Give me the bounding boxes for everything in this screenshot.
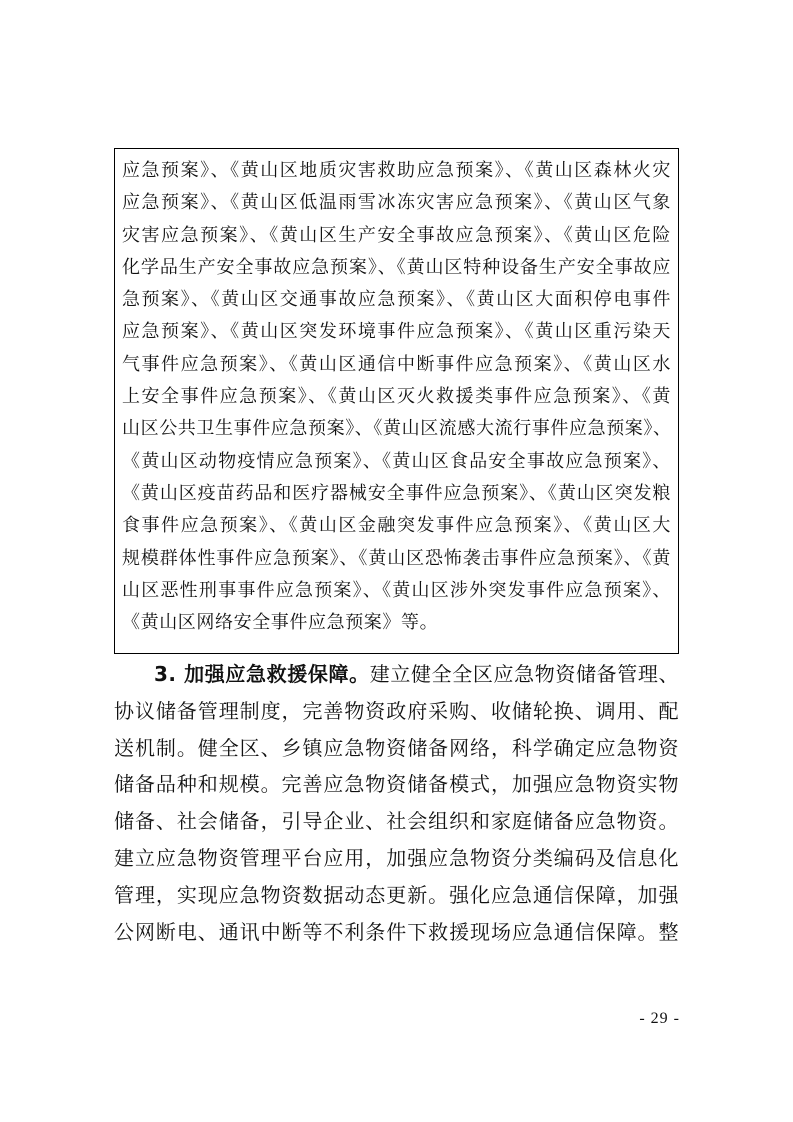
paragraph-line: 送机制。健全区、乡镇应急物资储备网络，科学确定应急物资 bbox=[114, 735, 679, 760]
boxed-line: 上安全事件应急预案》、《黄山区灭火救援类事件应急预案》、《黄 bbox=[122, 386, 671, 408]
paragraph-line: 管理，实现应急物资数据动态更新。强化应急通信保障，加强 bbox=[114, 882, 679, 907]
boxed-line: 山区公共卫生事件应急预案》、《黄山区流感大流行事件应急预案》、 bbox=[122, 418, 672, 440]
boxed-plan-list bbox=[114, 155, 679, 639]
boxed-line: 《黄山区疫苗药品和医疗器械安全事件应急预案》、《黄山区突发粮 bbox=[122, 482, 671, 504]
boxed-line: 山区恶性刑事事件应急预案》、《黄山区涉外突发事件应急预案》、 bbox=[122, 579, 671, 601]
paragraph-line: 储备品种和规模。完善应急物资储备模式，加强应急物资实物 bbox=[114, 772, 679, 797]
paragraph-text: 建立健全全区应急物资储备管理、 bbox=[369, 662, 679, 686]
boxed-line: 急预案》、《黄山区交通事故应急预案》、《黄山区大面积停电事件 bbox=[122, 289, 671, 311]
boxed-line: 气事件应急预案》、《黄山区通信中断事件应急预案》、《黄山区水 bbox=[122, 353, 671, 375]
page-number: - 29 - bbox=[639, 1010, 680, 1027]
boxed-line: 规模群体性事件应急预案》、《黄山区恐怖袭击事件应急预案》、《黄 bbox=[122, 547, 671, 569]
boxed-line: 灾害应急预案》、《黄山区生产安全事故应急预案》、《黄山区危险 bbox=[122, 224, 671, 246]
section-heading: 3. 加强应急救援保障。 bbox=[154, 662, 370, 686]
paragraph-line: 协议储备管理制度，完善物资政府采购、收储轮换、调用、配 bbox=[114, 698, 679, 723]
paragraph-first-line bbox=[114, 656, 679, 693]
section-paragraph bbox=[114, 656, 679, 950]
paragraph-line: 建立应急物资管理平台应用，加强应急物资分类编码及信息化 bbox=[114, 845, 679, 870]
boxed-line: 食事件应急预案》、《黄山区金融突发事件应急预案》、《黄山区大 bbox=[122, 515, 671, 537]
boxed-line: 应急预案》、《黄山区低温雨雪冰冻灾害应急预案》、《黄山区气象 bbox=[122, 192, 671, 214]
paragraph-line: 公网断电、通讯中断等不利条件下救援现场应急通信保障。整 bbox=[114, 919, 679, 944]
boxed-line: 《黄山区网络安全事件应急预案》等。 bbox=[122, 612, 439, 634]
boxed-line: 应急预案》、《黄山区突发环境事件应急预案》、《黄山区重污染天 bbox=[122, 321, 671, 343]
boxed-line: 应急预案》、《黄山区地质灾害救助应急预案》、《黄山区森林火灾 bbox=[122, 160, 671, 181]
paragraph-line: 储备、社会储备，引导企业、社会组织和家庭储备应急物资。 bbox=[114, 809, 679, 834]
boxed-line: 《黄山区动物疫情应急预案》、《黄山区食品安全事故应急预案》、 bbox=[122, 450, 671, 472]
boxed-line: 化学品生产安全事故应急预案》、《黄山区特种设备生产安全事故应 bbox=[122, 256, 671, 278]
